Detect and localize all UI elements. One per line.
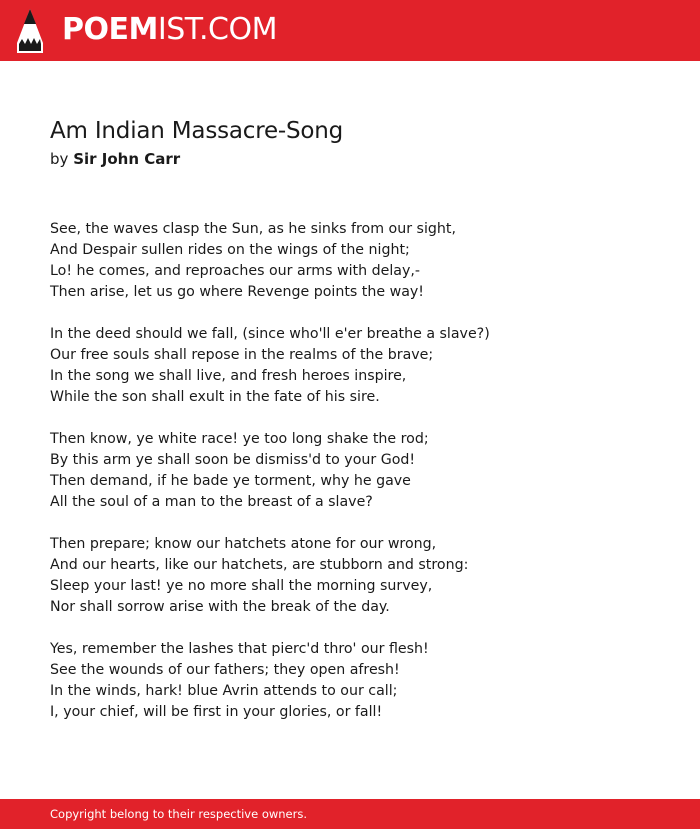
- site-header: [0, 0, 700, 61]
- poem-line: Then know, ye white race! ye too long shake the rod;: [50, 431, 429, 447]
- poem-line: And Despair sullen rides on the wings of the night;: [50, 242, 410, 258]
- by-label: by: [50, 150, 69, 168]
- poem-line: By this arm ye shall soon be dismiss'd to your God!: [50, 452, 416, 468]
- poem-body: [50, 219, 670, 744]
- poem-line: I, your chief, will be first in your glories, or fall!: [50, 704, 383, 720]
- poem-author: Sir John Carr: [73, 150, 181, 168]
- poem-stanza: [50, 639, 670, 723]
- poem-line: Our free souls shall repose in the realms of the brave;: [50, 347, 434, 363]
- poem-stanza: [50, 219, 670, 303]
- poem-line: Then prepare; know our hatchets atone for our wrong,: [50, 536, 437, 552]
- brand-light: IST.COM: [157, 12, 277, 47]
- poem-line: Lo! he comes, and reproaches our arms with delay,-: [50, 263, 420, 279]
- poem-title: Am Indian Massacre-Song: [50, 118, 344, 144]
- poem-line: In the winds, hark! blue Avrin attends to our call;: [50, 683, 398, 699]
- poem-stanza: [50, 429, 670, 513]
- poem-line: Sleep your last! ye no more shall the morning survey,: [50, 578, 433, 594]
- poem-line: Then arise, let us go where Revenge points the way!: [50, 284, 424, 300]
- poem-line: Nor shall sorrow arise with the break of the day.: [50, 599, 390, 615]
- poem-line: See the wounds of our fathers; they open afresh!: [50, 662, 400, 678]
- copyright-text: Copyright belong to their respective owners.: [50, 807, 308, 821]
- pencil-tip-icon[interactable]: [16, 9, 44, 53]
- poem-line: Then demand, if he bade ye torment, why he gave: [50, 473, 411, 489]
- poem-stanza: [50, 534, 670, 618]
- poem-byline: [50, 148, 180, 170]
- poem-line: Yes, remember the lashes that pierc'd thro' our flesh!: [50, 641, 429, 657]
- poem-line: And our hearts, like our hatchets, are stubborn and strong:: [50, 557, 469, 573]
- poem-stanza: [50, 324, 670, 408]
- brand-bold: POEM: [62, 12, 158, 47]
- poem-line: In the song we shall live, and fresh heroes inspire,: [50, 368, 407, 384]
- site-logo-text[interactable]: [62, 11, 277, 49]
- poem-line: While the son shall exult in the fate of his sire.: [50, 389, 380, 405]
- poem-line: All the soul of a man to the breast of a slave?: [50, 494, 373, 510]
- site-footer: [0, 799, 700, 829]
- poem-line: In the deed should we fall, (since who'll e'er breathe a slave?): [50, 326, 490, 342]
- poem-line: See, the waves clasp the Sun, as he sinks from our sight,: [50, 221, 456, 237]
